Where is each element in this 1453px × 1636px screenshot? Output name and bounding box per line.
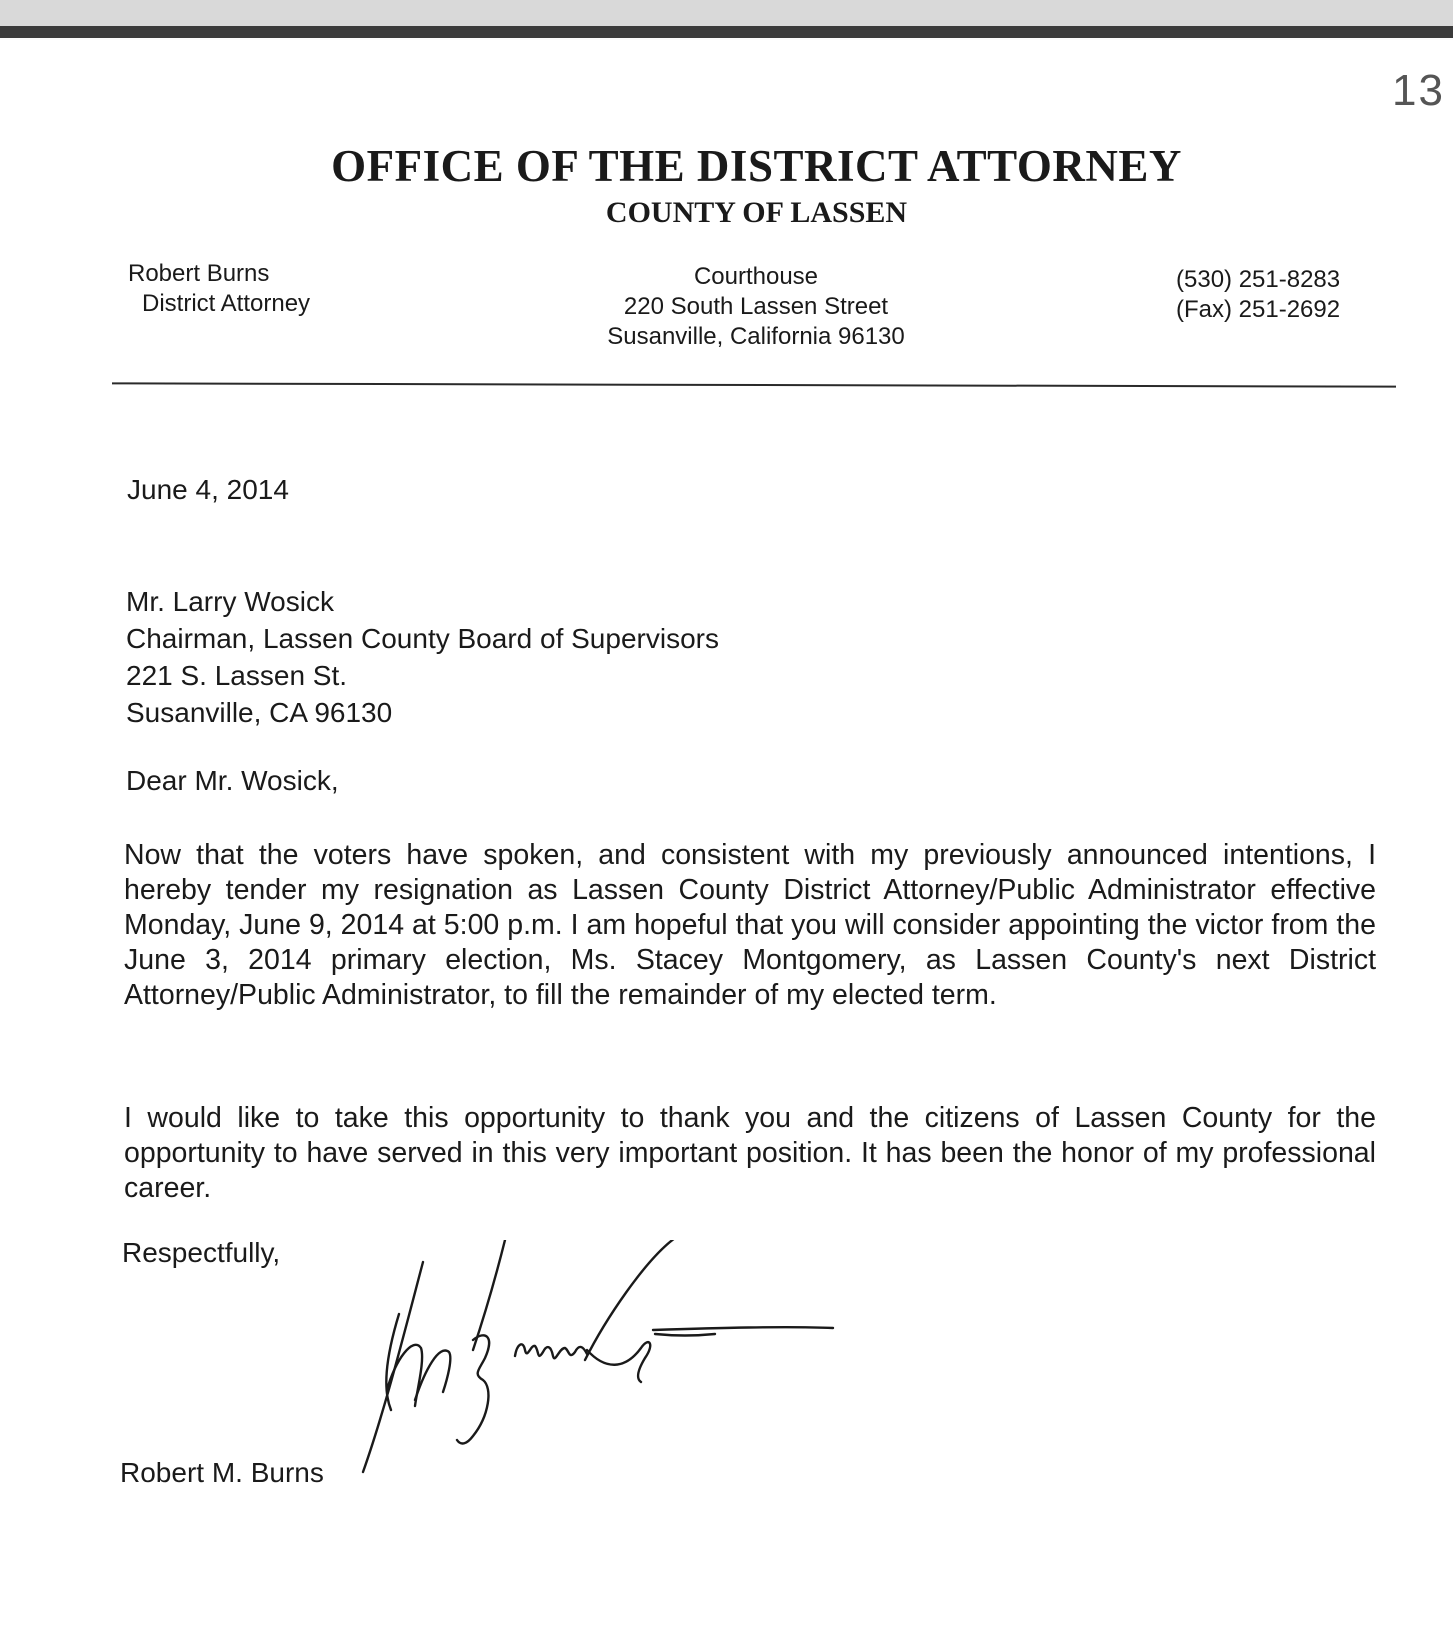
salutation: Dear Mr. Wosick,	[126, 765, 339, 796]
recipient-line: Mr. Larry Wosick	[126, 586, 334, 617]
letterhead-contact-block	[1176, 265, 1340, 325]
address-line: Courthouse	[693, 263, 819, 290]
sender-title: District Attorney	[142, 290, 311, 317]
body-paragraph: I would like to take this opportunity to thank you and the citizens of Lassen County for the opportunity to have served in this very important position. It has been the honor of my professional career.	[124, 1102, 1376, 1204]
letterhead-title: OFFICE OF THE DISTRICT ATTORNEY	[331, 141, 1182, 191]
recipient-line: Susanville, CA 96130	[126, 697, 393, 728]
signer-name: Robert M. Burns	[120, 1457, 324, 1488]
closing: Respectfully,	[122, 1237, 281, 1268]
sender-name: Robert Burns	[128, 260, 270, 287]
body-paragraph: Now that the voters have spoken, and consistent with my previously announced intentions, I hereby tender my resignation as Lassen County District Attorney/Public Administrator effective Monday, June 9, 2014 at 5:00 p.m. I am hopeful that you will consider appointing the victor from the June 3, 2014 primary election, Ms. Stacey Montgomery, as Lassen County's next District Attorney/Public Administrator, to fill the remainder of my elected term.	[124, 839, 1376, 1011]
letterhead-subtitle: COUNTY OF LASSEN	[605, 196, 908, 229]
recipient-line: 221 S. Lassen St.	[126, 660, 348, 691]
phone-number: (530) 251-8283	[1176, 266, 1341, 293]
recipient-address	[126, 583, 719, 731]
address-line: Susanville, California 96130	[607, 323, 905, 350]
fax-number: (Fax) 251-2692	[1176, 296, 1341, 323]
letter-date: June 4, 2014	[127, 474, 289, 505]
letterhead-sender-block	[128, 259, 310, 319]
scan-top-edge	[0, 0, 1453, 40]
handwritten-signature	[355, 1240, 875, 1480]
recipient-line: Chairman, Lassen County Board of Supervisors	[126, 623, 719, 654]
letterhead-divider	[112, 382, 1396, 387]
page-number-mark: 13	[1392, 66, 1445, 115]
address-line: 220 South Lassen Street	[623, 293, 889, 320]
letterhead-address-block	[530, 262, 982, 352]
